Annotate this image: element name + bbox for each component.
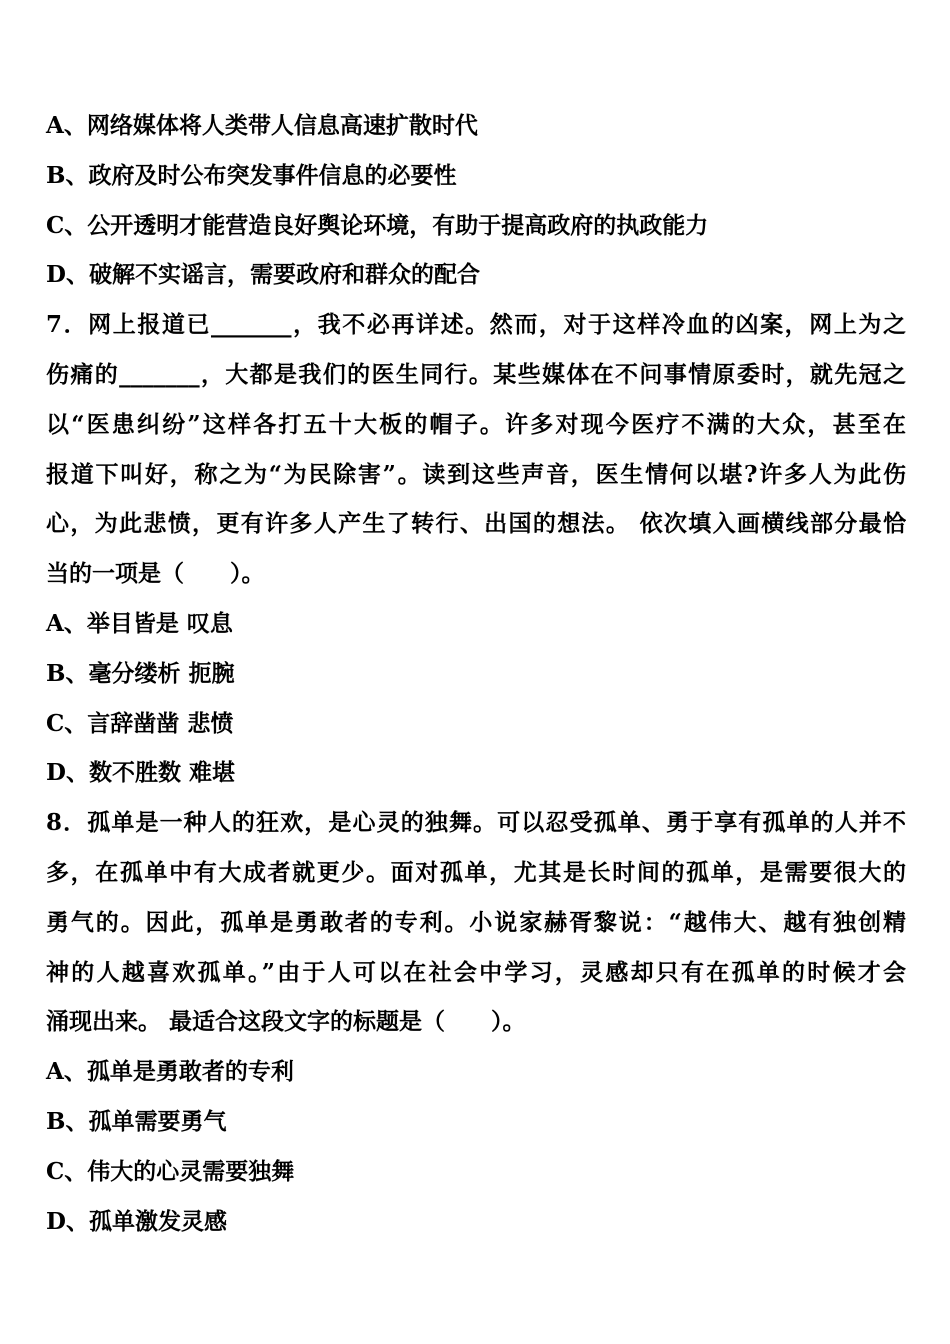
q7-stem-line-3: 以“医患纠纷”这样各打五十大板的帽子。许多对现今医疗不满的大众，甚至在 <box>46 410 906 438</box>
q7-option-a: A、举目皆是 叹息 <box>46 609 233 637</box>
q8-stem-line-4: 神的人越喜欢孤单。”由于人可以在社会中学习，灵感却只有在孤单的时候才会 <box>46 958 906 986</box>
q6-option-d: D、破解不实谣言，需要政府和群众的配合 <box>46 261 480 289</box>
q8-option-c: C、伟大的心灵需要独舞 <box>46 1157 295 1185</box>
exam-page <box>46 101 906 1246</box>
q7-stem-line-1: 7．网上报道已_______，我不必再详述。然而，对于这样冷血的凶案，网上为之 <box>46 311 906 339</box>
q6-option-a: A、网络媒体将人类带人信息高速扩散时代 <box>46 112 478 139</box>
q8-option-a: A、孤单是勇敢者的专利 <box>46 1058 294 1086</box>
q8-option-b: B、孤单需要勇气 <box>46 1107 227 1135</box>
q8-option-d: D、孤单激发灵感 <box>46 1207 227 1235</box>
q8-stem-line-3: 勇气的。因此，孤单是勇敢者的专利。小说家赫胥黎说：“越伟大、越有独创精 <box>46 908 906 936</box>
q7-stem-line-2: 伤痛的_______，大都是我们的医生同行。某些媒体在不问事情原委时，就先冠之 <box>46 360 906 388</box>
q7-stem-line-5: 心，为此悲愤，更有许多人产生了转行、出国的想法。 依次填入画横线部分最恰 <box>46 510 906 538</box>
q8-stem-line-1: 8．孤单是一种人的狂欢，是心灵的独舞。可以忍受孤单、勇于享有孤单的人并不 <box>46 809 906 837</box>
q7-stem-line-4: 报道下叫好，称之为“为民除害”。读到这些声音，医生情何以堪?许多人为此伤 <box>46 460 906 488</box>
q7-option-d: D、数不胜数 难堪 <box>46 759 235 787</box>
q6-option-b: B、政府及时公布突发事件信息的必要性 <box>46 161 457 189</box>
q8-stem-line-2: 多，在孤单中有大成者就更少。面对孤单，尤其是长时间的孤单，是需要很大的 <box>46 858 906 886</box>
q6-option-c: C、公开透明才能营造良好舆论环境，有助于提高政府的执政能力 <box>46 211 709 239</box>
q7-stem-line-6: 当的一项是（ ）。 <box>46 560 265 588</box>
q7-option-b: B、毫分缕析 扼腕 <box>46 659 235 687</box>
q7-option-c: C、言辞凿凿 悲愤 <box>46 709 234 737</box>
q8-stem-line-5: 涌现出来。 最适合这段文字的标题是（ ）。 <box>46 1008 526 1036</box>
